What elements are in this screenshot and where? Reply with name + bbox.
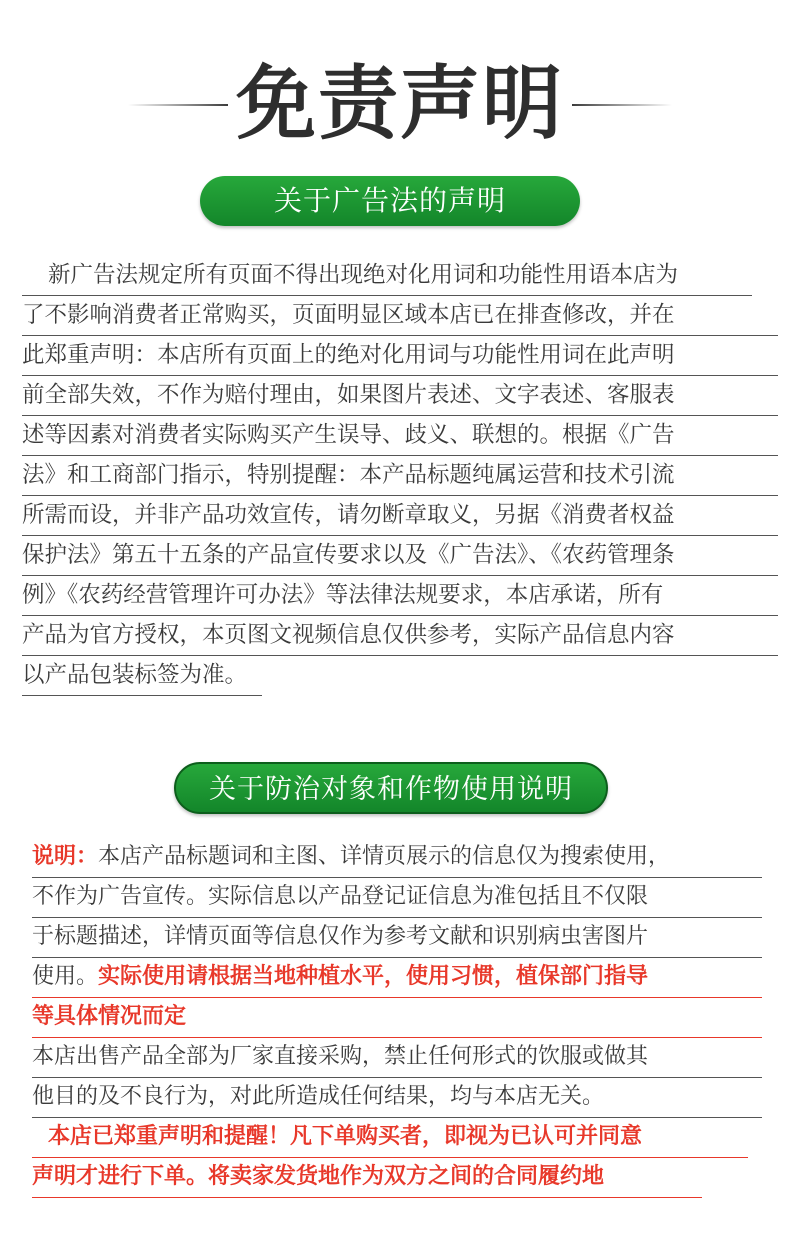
instruction-line: 于标题描述，详情页面等信息仅作为参考文献和识别病虫害图片 <box>32 918 762 958</box>
statement-line: 保护法》第五十五条的产品宣传要求以及《广告法》、《农药管理条 <box>22 536 778 576</box>
instruction-line: 等具体情况而定 <box>32 998 762 1038</box>
statement-line: 法》和工商部门指示，特别提醒：本产品标题纯属运营和技术引流 <box>22 456 778 496</box>
advertising-law-statement <box>22 256 778 696</box>
statement-line: 所需而设，并非产品功效宣传，请勿断章取义，另据《消费者权益 <box>22 496 778 536</box>
section-heading-advertising-law: 关于广告法的声明 <box>200 176 580 226</box>
usage-instructions <box>32 838 762 1198</box>
statement-line: 例》《农药经营管理许可办法》等法律法规要求，本店承诺，所有 <box>22 576 778 616</box>
page-title: 免责声明 <box>236 57 564 150</box>
instruction-line: 说明：本店产品标题词和主图、详情页展示的信息仅为搜索使用， <box>32 838 762 878</box>
instruction-line: 声明才进行下单。将卖家发货地作为双方之间的合同履约地 <box>32 1158 762 1198</box>
title-divider-right <box>572 104 672 106</box>
instruction-line: 使用。实际使用请根据当地种植水平，使用习惯，植保部门指导 <box>32 958 762 998</box>
statement-line: 产品为官方授权，本页图文视频信息仅供参考，实际产品信息内容 <box>22 616 778 656</box>
statement-line: 前全部失效，不作为赔付理由，如果图片表述、文字表述、客服表 <box>22 376 778 416</box>
statement-line: 了不影响消费者正常购买，页面明显区域本店已在排查修改，并在 <box>22 296 778 336</box>
instruction-line: 不作为广告宣传。实际信息以产品登记证信息为准包括且不仅限 <box>32 878 762 918</box>
section-heading-usage-instructions: 关于防治对象和作物使用说明 <box>174 762 608 814</box>
statement-line: 述等因素对消费者实际购买产生误导、歧义、联想的。根据《广告 <box>22 416 778 456</box>
statement-line: 以产品包装标签为准。 <box>22 656 778 696</box>
instruction-line: 他目的及不良行为，对此所造成任何结果，均与本店无关。 <box>32 1078 762 1118</box>
statement-line: 新广告法规定所有页面不得出现绝对化用词和功能性用语本店为 <box>22 256 778 296</box>
instruction-line: 本店已郑重声明和提醒！凡下单购买者，即视为已认可并同意 <box>32 1118 762 1158</box>
statement-line: 此郑重声明：本店所有页面上的绝对化用词与功能性用词在此声明 <box>22 336 778 376</box>
title-row <box>0 48 800 158</box>
instruction-line: 本店出售产品全部为厂家直接采购，禁止任何形式的饮服或做其 <box>32 1038 762 1078</box>
